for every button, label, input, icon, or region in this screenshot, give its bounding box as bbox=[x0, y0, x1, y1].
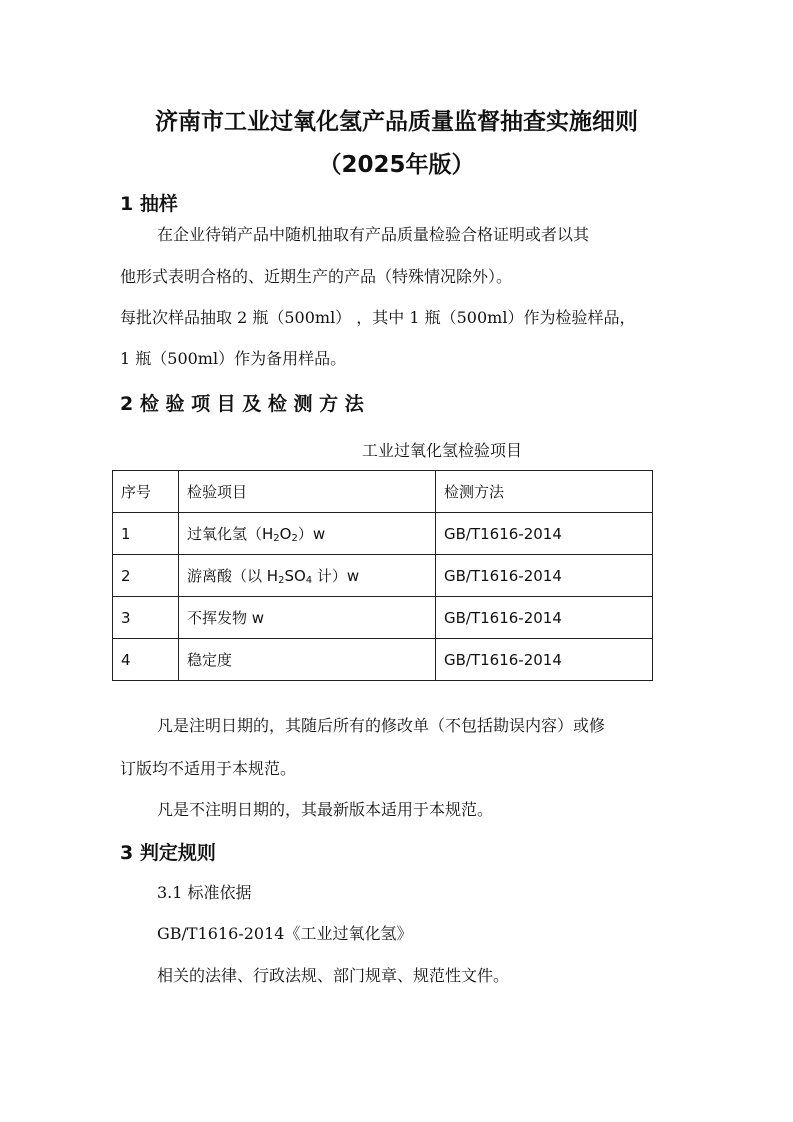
table-row bbox=[113, 555, 653, 597]
table-header-row bbox=[113, 471, 653, 513]
page-subtitle: （2025年版） bbox=[318, 152, 475, 178]
row-method: GB/T1616-2014 bbox=[436, 597, 653, 639]
table-caption: 工业过氧化氢检验项目 bbox=[362, 441, 523, 460]
row-item: 不挥发物 w bbox=[179, 597, 436, 639]
row-item: 游离酸（以 $H_2SO_4$ 计）w bbox=[179, 555, 436, 597]
sampling-quantity-line-1: 每批次样品抽取 2 瓶（500ml） ，其中 1 瓶（500ml）作为检验样品， bbox=[120, 308, 636, 327]
row-no: 2 bbox=[113, 555, 179, 597]
row-no: 4 bbox=[113, 639, 179, 681]
laws-reference: 相关的法律、行政法规、部门规章、规范性文件。 bbox=[157, 966, 510, 985]
table-row bbox=[113, 597, 653, 639]
row-no: 3 bbox=[113, 597, 179, 639]
standard-reference: GB/T1616-2014《工业过氧化氢》 bbox=[157, 924, 413, 943]
row-item: 过氧化氢$(H_2O_2)w$ bbox=[179, 513, 436, 555]
row-method: GB/T1616-2014 bbox=[436, 513, 653, 555]
header-item: 检验项目 bbox=[179, 471, 436, 513]
row-no: 1 bbox=[113, 513, 179, 555]
row-method: GB/T1616-2014 bbox=[436, 555, 653, 597]
undated-reference-note: 凡是不注明日期的，其最新版本适用于本规范。 bbox=[157, 800, 494, 819]
table-row bbox=[113, 513, 653, 555]
page-title: 济南市工业过氧化氢产品质量监督抽查实施细则 bbox=[155, 109, 638, 135]
inspection-items-table bbox=[112, 470, 653, 681]
dated-reference-note-line-2: 订版均不适用于本规范。 bbox=[120, 759, 297, 778]
table-row bbox=[113, 639, 653, 681]
row-item: 稳定度 bbox=[179, 639, 436, 681]
sampling-paragraph-line-1: 在企业待销产品中随机抽取有产品质量检验合格证明或者以其 bbox=[157, 225, 590, 244]
header-no: 序号 bbox=[113, 471, 179, 513]
row-method: GB/T1616-2014 bbox=[436, 639, 653, 681]
section-1-heading: 1 抽样 bbox=[120, 193, 178, 215]
dated-reference-note-line-1: 凡是注明日期的，其随后所有的修改单（不包括勘误内容）或修 bbox=[157, 716, 606, 735]
section-2-heading: 2 检 验 项 目 及 检 测 方 法 bbox=[120, 393, 364, 415]
sampling-quantity-line-2: 1 瓶（500ml）作为备用样品。 bbox=[120, 349, 347, 368]
sampling-paragraph-line-2: 他形式表明合格的、近期生产的产品（特殊情况除外）。 bbox=[120, 267, 513, 286]
subsection-3-1: 3.1 标准依据 bbox=[157, 883, 252, 902]
header-method: 检测方法 bbox=[436, 471, 653, 513]
section-3-heading: 3 判定规则 bbox=[120, 842, 216, 864]
